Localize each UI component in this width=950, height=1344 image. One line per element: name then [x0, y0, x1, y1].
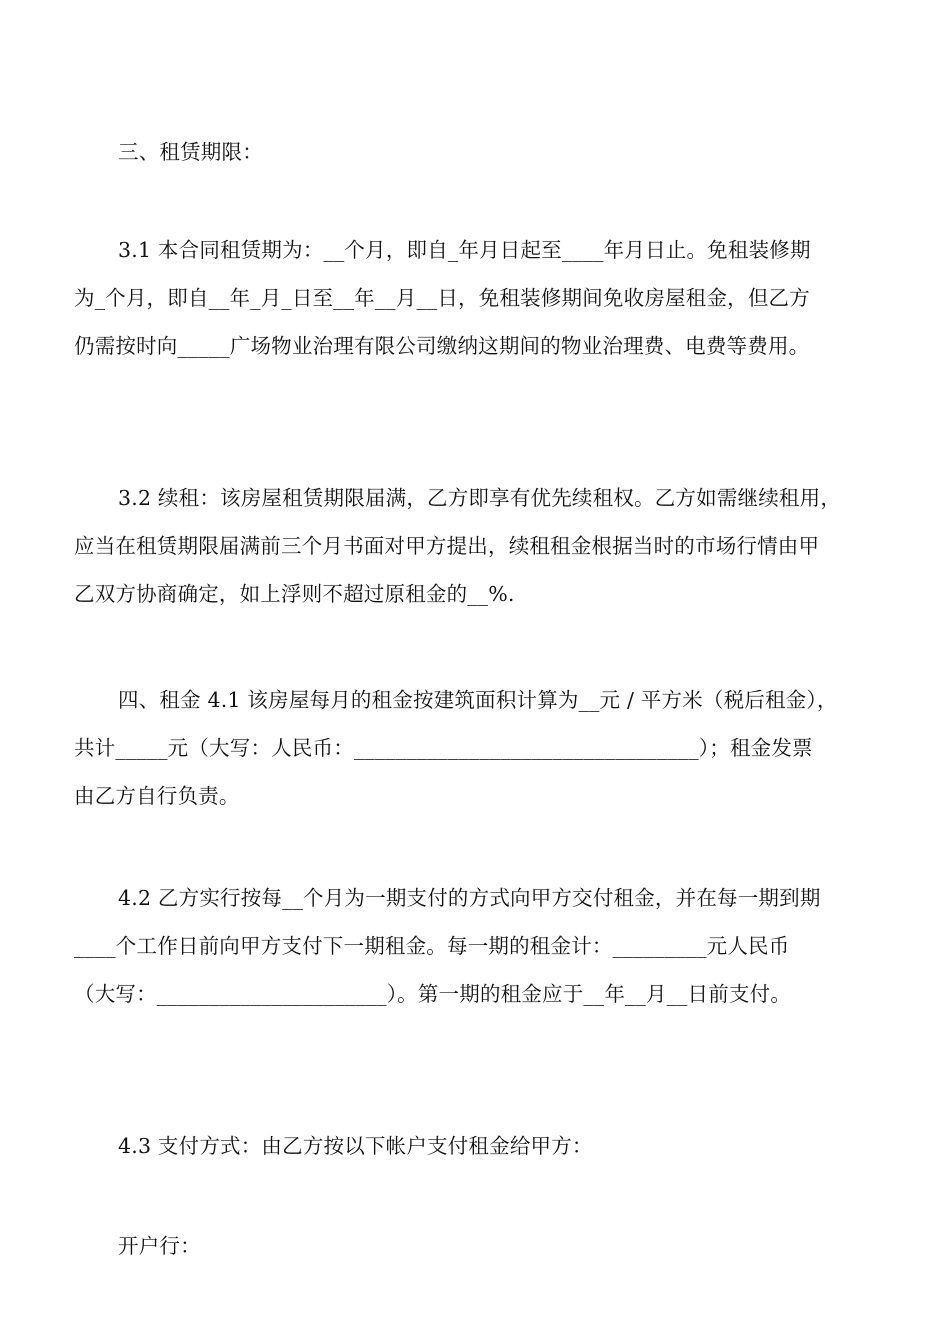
clause-3-2-line-3: 乙双方协商确定，如上浮则不超过原租金的__%.: [74, 582, 515, 606]
clause-4-2-line-2: ____个工作日前向甲方支付下一期租金。每一期的租金计：_________元人民币: [74, 934, 790, 958]
clause-3-1-line-2: 为_个月，即自__年_月_日至__年__月__日，免租装修期间免收房屋租金，但乙方: [74, 286, 810, 310]
clause-4-3: [74, 1122, 924, 1170]
clause-3-1: [74, 226, 880, 370]
clause-4-2-line-3: （大写：______________________）。第一期的租金应于__年__月__日前支付。: [74, 982, 792, 1006]
clause-3-2-line-2: 应当在租赁期限届满前三个月书面对甲方提出，续租租金根据当时的市场行情由甲: [74, 534, 820, 558]
clause-4-2: [74, 874, 880, 1018]
clause-3-2: [74, 474, 880, 618]
clause-4-1-line-1: 四、租金 4.1 该房屋每月的租金按建筑面积计算为__元 / 平方米（税后租金），: [118, 688, 838, 712]
bank-label-text: 开户行：: [118, 1234, 201, 1258]
section-3-heading: [74, 128, 924, 176]
clause-3-1-line-1: 3.1 本合同租赁期为：__个月，即自_年月日起至____年月日止。免租装修期: [118, 238, 811, 262]
clause-4-3-text: 4.3 支付方式：由乙方按以下帐户支付租金给甲方：: [118, 1134, 593, 1158]
clause-3-2-line-1: 3.2 续租：该房屋租赁期限届满，乙方即享有优先续租权。乙方如需继续租用，: [118, 486, 842, 510]
clause-4-2-line-1: 4.2 乙方实行按每__个月为一期支付的方式向甲方交付租金，并在每一期到期: [118, 886, 821, 910]
clause-4-1: [74, 676, 880, 820]
clause-3-1-line-3: 仍需按时向_____广场物业治理有限公司缴纳这期间的物业治理费、电费等费用。: [74, 334, 810, 358]
section-3-heading-text: 三、租赁期限：: [118, 140, 263, 164]
clause-4-1-line-2: 共计_____元（大写：人民币：_________________________________）；租金发票: [74, 736, 813, 760]
clause-4-1-line-3: 由乙方自行负责。: [74, 784, 240, 808]
bank-label: [74, 1222, 924, 1270]
